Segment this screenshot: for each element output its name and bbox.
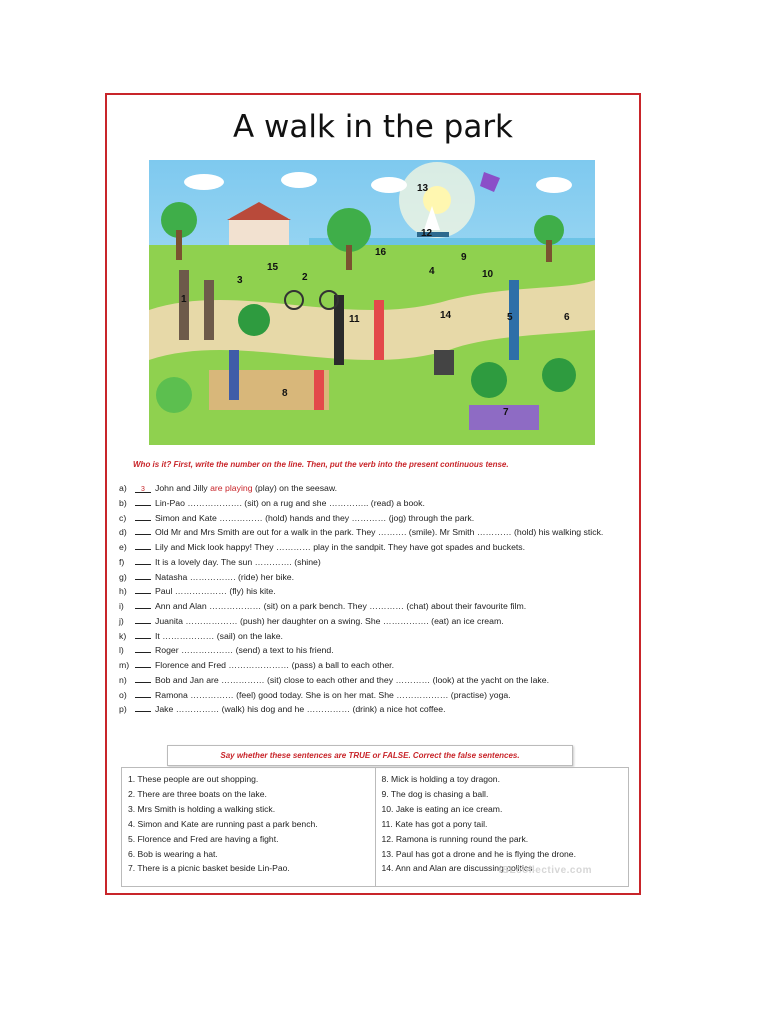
true-false-instruction: Say whether these sentences are TRUE or FALSE. Correct the false sentences. [167,745,573,766]
exercise-instruction: Who is it? First, write the number on the line. Then, put the verb into the present continuous tense. [133,460,509,469]
answer-blank[interactable] [135,525,151,535]
scene-number-9: 9 [461,252,467,263]
exercise-item: a) 3 John and Jilly are playing (play) on the seesaw. [119,483,338,493]
answer-blank[interactable] [135,688,151,698]
exercise-item: j) Juanita ……………… (push) her daughter on a swing. She ……………. (eat) an ice cream. [119,615,504,626]
scene-number-16: 16 [375,247,387,258]
park-scene-svg [149,160,595,445]
tf-statement: 10. Jake is eating an ice cream. [381,803,503,814]
scene-number-4: 4 [429,266,435,277]
answer-blank[interactable] [135,658,151,668]
answer-blank[interactable] [135,511,151,521]
exercise-item: i) Ann and Alan ……………… (sit) on a park bench. They ………… (chat) about their favourite film. [119,601,527,611]
worksheet-title: A walk in the park [232,109,514,145]
answer-blank[interactable]: 3 [135,483,151,493]
exercise-list [119,481,629,717]
scene-number-8: 8 [282,388,288,399]
scene-number-15: 15 [267,262,279,273]
true-false-left-column [122,768,375,886]
tf-statement: 4. Simon and Kate are running past a park bench. [128,818,318,829]
tf-statement: 11. Kate has got a pony tail. [381,818,488,829]
answer-blank[interactable] [135,629,151,639]
tf-statement: 3. Mrs Smith is holding a walking stick. [128,803,276,814]
scene-number-7: 7 [503,407,509,418]
tf-statement: 7. There is a picnic basket beside Lin-Pao. [128,863,290,874]
tf-statement: 12. Ramona is running round the park. [381,833,529,844]
exercise-item: p) Jake …………… (walk) his dog and he …………… (drink) a nice hot coffee. [119,704,446,715]
answer-blank[interactable] [135,496,151,506]
exercise-item: g) Natasha ……………. (ride) her bike. [119,571,295,582]
exercise-item: f) It is a lovely day. The sun …………. (shine) [119,556,321,567]
worksheet [105,93,641,895]
answer-blank[interactable] [135,555,151,565]
answer-blank[interactable] [135,599,151,609]
sandpit [209,370,329,410]
scene-number-10: 10 [482,269,494,280]
scene-number-11: 11 [349,314,360,325]
answer-blank[interactable] [135,673,151,683]
answer-blank[interactable] [135,702,151,712]
scene-number-2: 2 [302,272,308,283]
exercise-item: k) It ……………… (sail) on the lake. [119,630,283,641]
tf-statement: 6. Bob is wearing a hat. [128,848,218,859]
tf-statement: 9. The dog is chasing a ball. [381,788,489,799]
tf-statement: 8. Mick is holding a toy dragon. [381,774,500,784]
exercise-item: e) Lily and Mick look happy! They ………… play in the sandpit. They have got spades and buckets. [119,542,526,552]
tf-statement: 2. There are three boats on the lake. [128,788,267,799]
example-answer: are playing [210,483,253,493]
answer-blank[interactable] [135,614,151,624]
exercise-item: l) Roger ……………… (send) a text to his friend. [119,645,334,656]
tf-statement: 1. These people are out shopping. [128,774,259,784]
exercise-item: h) Paul ……………… (fly) his kite. [119,586,276,597]
exercise-item: c) Simon and Kate …………… (hold) hands and they ………… (jog) through the park. [119,512,475,523]
answer-blank[interactable] [135,540,151,550]
scene-number-12: 12 [421,228,433,239]
exercise-item: d) Old Mr and Mrs Smith are out for a walk in the park. They ………. (smile). Mr Smith ………… (hold) his walking stick. [119,527,604,538]
scene-number-1: 1 [181,294,187,305]
exercise-item: b) Lin-Pao ………………. (sit) on a rug and she ………….. (read) a book. [119,497,425,508]
tf-statement: 13. Paul has got a drone and he is flying the drone. [381,848,576,859]
tf-statement: 5. Florence and Fred are having a fight. [128,833,279,844]
scene-number-14: 14 [440,310,452,321]
answer-blank[interactable] [135,570,151,580]
answer-blank[interactable] [135,584,151,594]
scene-number-13: 13 [417,183,429,194]
scene-number-6: 6 [564,312,570,323]
answer-blank[interactable] [135,643,151,653]
scene-number-5: 5 [507,312,513,323]
exercise-item: n) Bob and Jan are …………… (sit) close to each other and they ………… (look) at the yacht on the lake. [119,674,550,685]
tf-statement: 14. Ann and Alan are discussing politics. [381,863,535,874]
watermark: iSLcollective.com [499,865,592,876]
scene-number-3: 3 [237,275,243,286]
exercise-item: o) Ramona …………… (feel) good today. She is on her mat. She ……………… (practise) yoga. [119,689,511,700]
exercise-item: m) Florence and Fred ………………… (pass) a ball to each other. [119,660,395,670]
park-illustration [149,160,595,445]
